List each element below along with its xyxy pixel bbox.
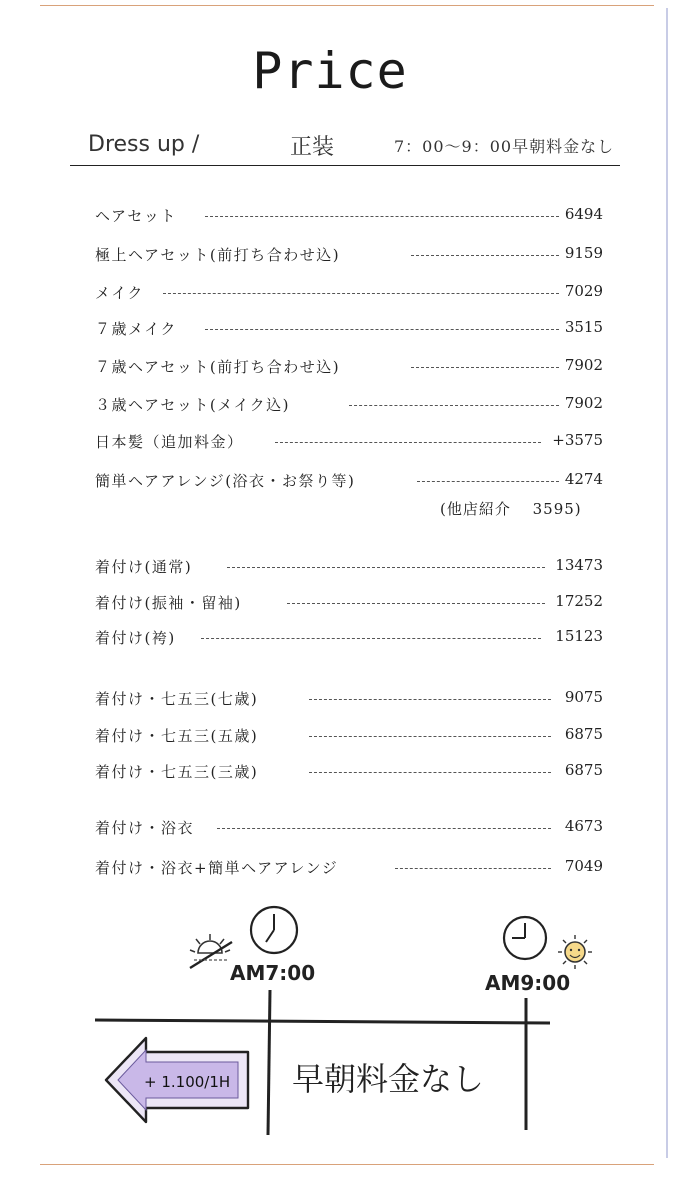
smiling-sun-icon: [558, 935, 592, 969]
price-row: [95, 725, 603, 749]
item-price: 7902: [564, 356, 603, 374]
item-price: 6875: [564, 725, 603, 743]
item-name: 極上ヘアセット(前打ち合わせ込): [95, 246, 341, 264]
dot-leader: [275, 442, 541, 443]
dot-leader: [201, 638, 541, 639]
no-early-fee-label: 早朝料金なし: [292, 1060, 485, 1098]
item-name: 着付け・七五三(七歳): [95, 690, 259, 708]
price-row: [95, 857, 603, 881]
dot-leader: [227, 567, 545, 568]
dot-leader: [309, 699, 551, 700]
item-name: ヘアセット: [95, 207, 177, 225]
price-row: [95, 688, 603, 712]
item-price: 7029: [564, 282, 603, 300]
page-title: Price: [252, 42, 408, 100]
item-name: 着付け・浴衣+簡単ヘアアレンジ: [95, 859, 339, 877]
top-border: [40, 5, 654, 6]
dot-leader: [411, 367, 559, 368]
dot-leader: [309, 736, 551, 737]
price-row: [95, 356, 603, 380]
price-row: [95, 282, 603, 306]
item-name: 日本髪（追加料金）: [95, 433, 244, 451]
price-row: [95, 470, 603, 494]
item-price: 9075: [564, 688, 603, 706]
time-start-label: AM7:00: [230, 961, 316, 985]
item-price: +3575: [552, 431, 603, 449]
dress-up-label: Dress up /: [88, 132, 200, 157]
item-name: 着付け・七五三(三歳): [95, 763, 259, 781]
item-price: 7902: [564, 394, 603, 412]
price-row: [95, 205, 603, 229]
item-price: 6875: [564, 761, 603, 779]
dot-leader: [417, 481, 559, 482]
item-name: 簡単ヘアアレンジ(浴衣・お祭り等): [95, 472, 356, 490]
dot-leader: [205, 329, 559, 330]
item-price: 4673: [564, 817, 603, 835]
timeline-illustration: [80, 890, 640, 1150]
price-row: [95, 394, 603, 418]
item-name: 着付け(通常): [95, 558, 193, 576]
dot-leader: [349, 405, 559, 406]
early-hours-note: 7：00～9：00早朝料金なし: [394, 137, 615, 156]
item-name: ３歳ヘアセット(メイク込): [95, 396, 291, 414]
price-row: [95, 817, 603, 841]
time-end-label: AM9:00: [485, 971, 571, 995]
item-price: 7049: [564, 857, 603, 875]
item-price: 3515: [564, 318, 603, 336]
item-price: 13473: [555, 556, 603, 574]
dot-leader: [217, 828, 551, 829]
item-price: 17252: [555, 592, 603, 610]
item-price: 15123: [555, 627, 603, 645]
price-row: [95, 431, 603, 455]
dot-leader: [309, 772, 551, 773]
timeline-marker-start: [268, 990, 270, 1135]
bottom-border: [40, 1164, 654, 1165]
item-price: 4274: [564, 470, 603, 488]
item-name: 着付け(袴): [95, 629, 176, 647]
arrow-label: + 1.100/1H: [144, 1073, 231, 1091]
timeline-horizontal: [95, 1020, 550, 1023]
price-row: [95, 592, 603, 616]
price-row: [95, 556, 603, 580]
price-row: [95, 318, 603, 342]
referral-note: (他店紹介 3595): [440, 500, 582, 518]
clock-icon: [251, 907, 297, 953]
item-name: ７歳ヘアセット(前打ち合わせ込): [95, 358, 341, 376]
subtitle-row: [0, 128, 660, 168]
subtitle-underline: [70, 165, 620, 166]
dot-leader: [287, 603, 545, 604]
item-name: メイク: [95, 284, 144, 302]
price-row: [95, 244, 603, 268]
dot-leader: [163, 293, 559, 294]
sun-crossed-icon: [190, 934, 232, 968]
dot-leader: [411, 255, 559, 256]
item-price: 6494: [564, 205, 603, 223]
item-name: ７歳メイク: [95, 320, 177, 338]
item-price: 9159: [564, 244, 603, 262]
dot-leader: [205, 216, 559, 217]
clock-icon: [504, 917, 546, 959]
right-edge-line: [666, 8, 668, 1158]
price-row: [95, 627, 603, 651]
price-row: [95, 761, 603, 785]
formal-label: 正装: [290, 135, 335, 160]
item-name: 着付け・浴衣: [95, 819, 195, 837]
item-name: 着付け(振袖・留袖): [95, 594, 242, 612]
dot-leader: [395, 868, 551, 869]
item-name: 着付け・七五三(五歳): [95, 727, 259, 745]
